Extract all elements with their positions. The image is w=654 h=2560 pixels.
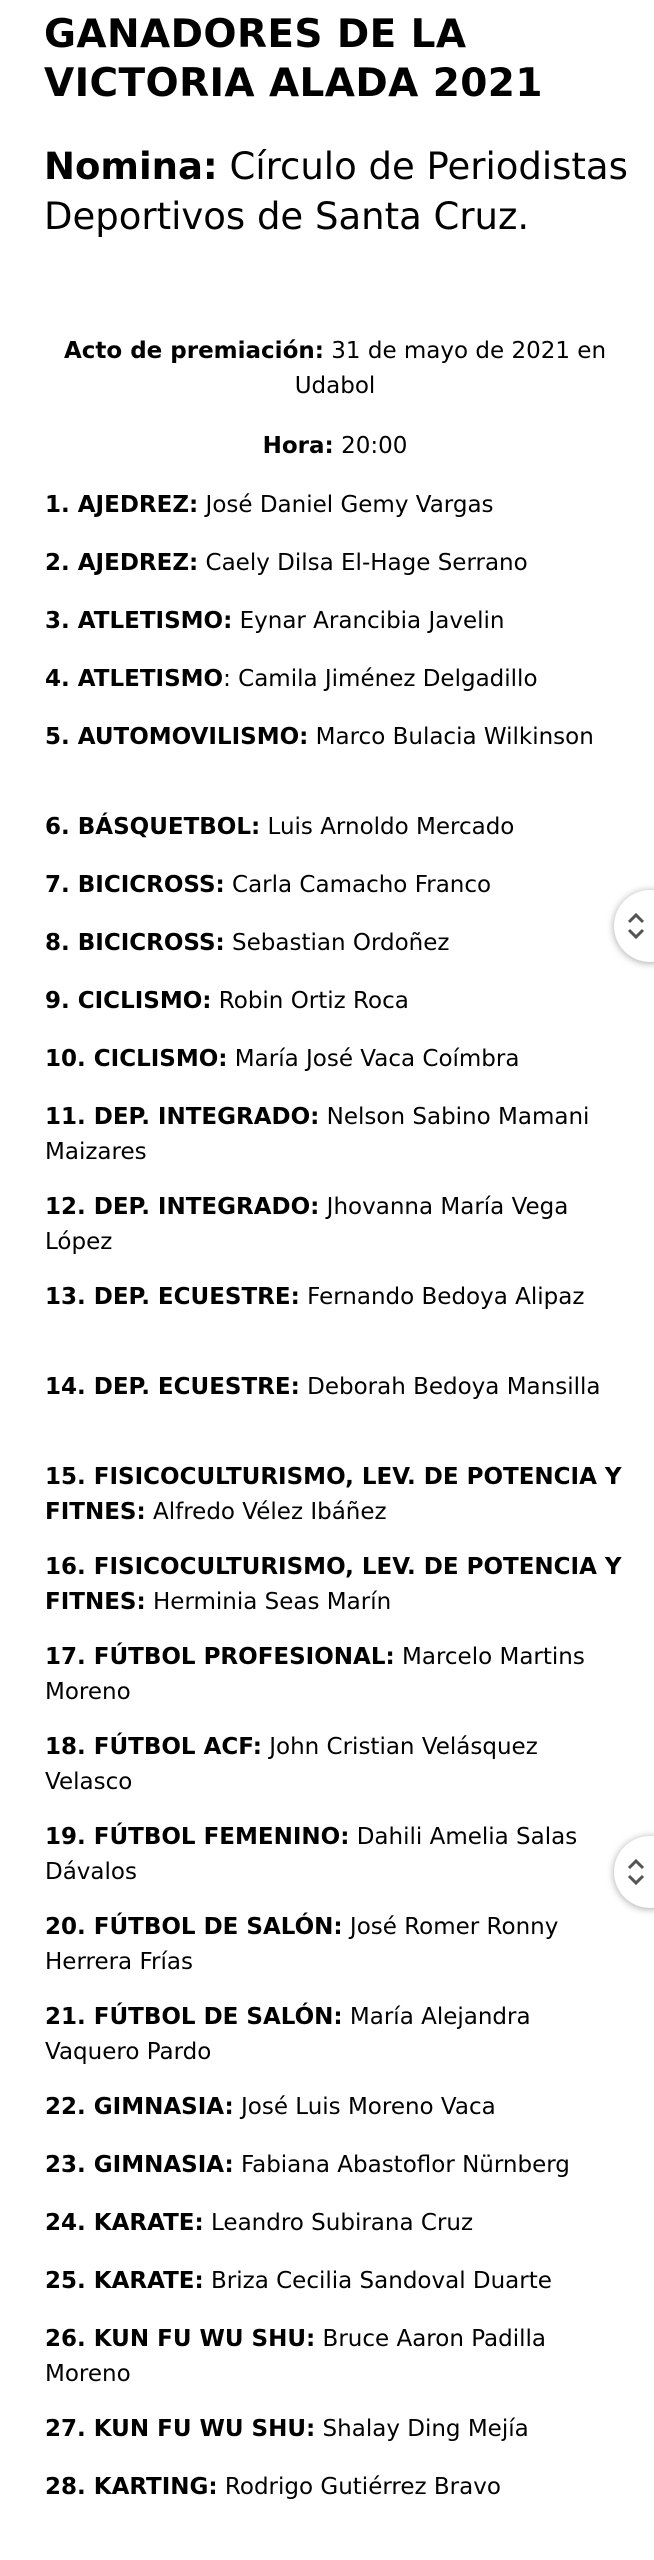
winner-separator: : <box>223 666 231 692</box>
winner-name: Herminia Seas Marín <box>145 1589 392 1615</box>
winner-name: María Alejandra Vaquero Pardo <box>45 2004 531 2065</box>
winner-entry <box>45 810 630 845</box>
winner-name: José Daniel Gemy Vargas <box>198 492 494 518</box>
winner-name: Luis Arnoldo Mercado <box>260 814 515 840</box>
winner-category: 1. AJEDREZ: <box>45 492 199 518</box>
winner-name: José Luis Moreno Vaca <box>233 2094 496 2120</box>
winner-name: Deborah Bedoya Mansilla <box>299 1374 601 1400</box>
winner-entry <box>45 2470 630 2505</box>
winner-category: 14. DEP. ECUESTRE: <box>45 1374 300 1400</box>
winner-category: 19. FÚTBOL FEMENINO: <box>45 1824 350 1850</box>
winner-category: 20. FÚTBOL DE SALÓN: <box>45 1914 343 1940</box>
winner-name: María José Vaca Coímbra <box>227 1046 520 1072</box>
winner-name: Nelson Sabino Mamani Maizares <box>45 1104 590 1165</box>
winner-name: Shalay Ding Mejía <box>315 2416 529 2442</box>
winner-category: 12. DEP. INTEGRADO: <box>45 1194 320 1220</box>
winner-entry <box>45 720 630 755</box>
winner-category: 25. KARATE: <box>45 2268 204 2294</box>
winner-category: 26. KUN FU WU SHU: <box>45 2326 316 2352</box>
winner-entry <box>45 1100 630 1170</box>
winner-category: 17. FÚTBOL PROFESIONAL: <box>45 1644 395 1670</box>
winner-name: Sebastian Ordoñez <box>224 930 450 956</box>
winner-name: Carla Camacho Franco <box>224 872 492 898</box>
winner-name: Fernando Bedoya Alipaz <box>299 1284 585 1310</box>
winner-entry <box>45 604 630 639</box>
winner-name: Dahili Amelia Salas Dávalos <box>45 1824 578 1885</box>
winner-entry <box>45 2000 630 2070</box>
winner-entry <box>45 2412 630 2447</box>
winner-entry <box>45 1370 630 1405</box>
time-line <box>40 429 630 464</box>
winner-name: Robin Ortiz Roca <box>211 988 409 1014</box>
winner-entry <box>45 2322 630 2392</box>
winner-entry <box>45 546 630 581</box>
winner-name: Camila Jiménez Delgadillo <box>230 666 538 692</box>
acto-value: 31 de mayo de 2021 en Udabol <box>294 338 607 399</box>
winner-name: Jhovanna María Vega López <box>45 1194 569 1255</box>
winner-entry <box>45 1730 630 1800</box>
winner-entry <box>45 926 630 961</box>
winner-category: 3. ATLETISMO: <box>45 608 233 634</box>
winner-category: 8. BICICROSS: <box>45 930 225 956</box>
winner-entry <box>45 868 630 903</box>
up-down-chevron-icon <box>626 1858 646 1886</box>
hora-value: 20:00 <box>341 433 408 459</box>
winner-category: 9. CICLISMO: <box>45 988 212 1014</box>
winner-entry <box>45 1820 630 1890</box>
winner-name: Briza Cecilia Sandoval Duarte <box>203 2268 552 2294</box>
winner-entry <box>45 2264 630 2299</box>
nomina-label: Nomina: <box>44 145 218 188</box>
winner-category: 28. KARTING: <box>45 2474 218 2500</box>
winner-entry <box>45 2206 630 2241</box>
winner-name: Fabiana Abastoflor Nürnberg <box>233 2152 570 2178</box>
nomina-line <box>44 142 634 242</box>
winner-name: Leandro Subirana Cruz <box>203 2210 474 2236</box>
winner-name: John Cristian Velásquez Velasco <box>45 1734 538 1795</box>
winner-entry <box>45 1910 630 1980</box>
winner-name: Marcelo Martins Moreno <box>45 1644 585 1705</box>
up-down-chevron-icon <box>626 912 646 940</box>
hora-label: Hora: <box>262 433 334 459</box>
winner-entry <box>45 488 630 523</box>
winner-category: 23. GIMNASIA: <box>45 2152 234 2178</box>
winner-entry <box>45 1042 630 1077</box>
winner-entry <box>45 1190 630 1260</box>
winner-category: 7. BICICROSS: <box>45 872 225 898</box>
winner-name: Eynar Arancibia Javelin <box>232 608 505 634</box>
winner-entry <box>45 1280 630 1315</box>
nomina-value: Círculo de Periodistas Deportivos de Santa Cruz. <box>44 145 628 238</box>
winner-entry <box>45 662 630 697</box>
winner-category: 22. GIMNASIA: <box>45 2094 234 2120</box>
winner-entry <box>45 1550 630 1620</box>
winner-name: Alfredo Vélez Ibáñez <box>145 1499 387 1525</box>
winner-entry <box>45 2090 630 2125</box>
winner-entry <box>45 984 630 1019</box>
winner-category: 24. KARATE: <box>45 2210 204 2236</box>
winner-name: Bruce Aaron Padilla Moreno <box>45 2326 547 2387</box>
award-ceremony-line <box>40 334 630 404</box>
page-title: GANADORES DE LA VICTORIA ALADA 2021 <box>44 12 543 106</box>
winner-category: 13. DEP. ECUESTRE: <box>45 1284 300 1310</box>
winner-category: 6. BÁSQUETBOL: <box>45 814 261 840</box>
winner-name: José Romer Ronny Herrera Frías <box>45 1914 559 1975</box>
winner-category: 16. FISICOCULTURISMO, LEV. DE POTENCIA Y FITNES: <box>45 1554 622 1615</box>
winner-category: 27. KUN FU WU SHU: <box>45 2416 316 2442</box>
winner-category: 2. AJEDREZ: <box>45 550 199 576</box>
acto-label: Acto de premiación: <box>63 338 324 364</box>
winner-category: 21. FÚTBOL DE SALÓN: <box>45 2004 343 2030</box>
winner-entry <box>45 2148 630 2183</box>
winner-category: 5. AUTOMOVILISMO: <box>45 724 309 750</box>
winner-category: 11. DEP. INTEGRADO: <box>45 1104 320 1130</box>
winner-entry <box>45 1640 630 1710</box>
winner-category: 10. CICLISMO: <box>45 1046 228 1072</box>
winner-name: Marco Bulacia Wilkinson <box>308 724 594 750</box>
winner-category: 18. FÚTBOL ACF: <box>45 1734 262 1760</box>
winner-category: 15. FISICOCULTURISMO, LEV. DE POTENCIA Y FITNES: <box>45 1464 622 1525</box>
winner-entry <box>45 1460 630 1530</box>
winner-category: 4. ATLETISMO <box>45 666 224 692</box>
winner-name: Caely Dilsa El-Hage Serrano <box>198 550 528 576</box>
winner-name: Rodrigo Gutiérrez Bravo <box>217 2474 501 2500</box>
